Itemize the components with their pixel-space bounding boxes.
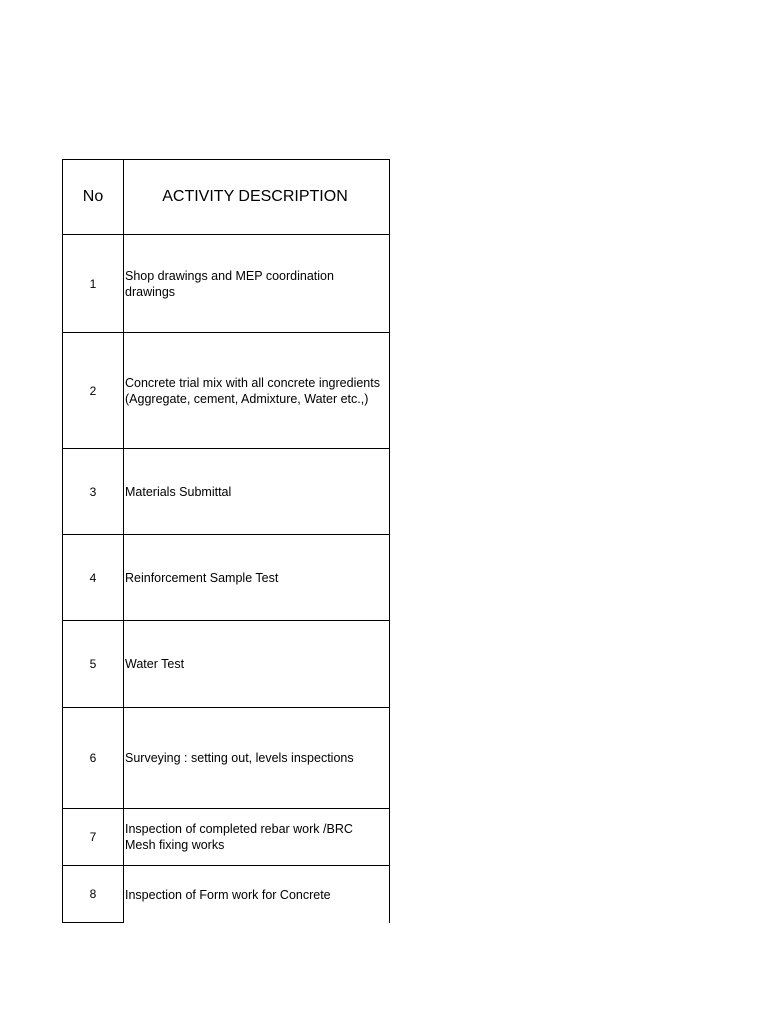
- table-row: [62, 621, 390, 708]
- row-description: Shop drawings and MEP coordination drawings: [125, 268, 334, 299]
- row-description: Inspection of Form work for Concrete: [124, 866, 390, 923]
- table-row: [62, 809, 390, 866]
- row-number: 2: [63, 333, 124, 448]
- header-activity-description: ACTIVITY DESCRIPTION: [162, 188, 348, 205]
- row-number: 8: [63, 866, 124, 923]
- row-description: Concrete trial mix with all concrete ingredients (Aggregate, cement, Admixture, Water etc.,): [125, 375, 380, 406]
- row-description: Reinforcement Sample Test: [125, 570, 279, 585]
- table-row: [62, 449, 390, 535]
- header-no: No: [63, 160, 124, 234]
- table-row: [62, 235, 390, 333]
- row-description: Water Test: [125, 657, 185, 671]
- row-description: Materials Submittal: [125, 484, 232, 499]
- table-row: [62, 708, 390, 809]
- row-description: Surveying : setting out, levels inspections: [125, 751, 354, 765]
- row-number: 5: [63, 621, 124, 707]
- table-row: [62, 866, 390, 923]
- row-number: 4: [63, 535, 124, 620]
- table-row: [62, 535, 390, 621]
- table-header-row: [62, 159, 390, 235]
- row-number: 1: [63, 235, 124, 332]
- activity-table: [62, 159, 390, 923]
- row-description: Inspection of completed rebar work /BRC Mesh fixing works: [125, 822, 353, 852]
- row-number: 7: [63, 809, 124, 865]
- row-number: 6: [63, 708, 124, 808]
- row-number: 3: [63, 449, 124, 534]
- table-row: [62, 333, 390, 449]
